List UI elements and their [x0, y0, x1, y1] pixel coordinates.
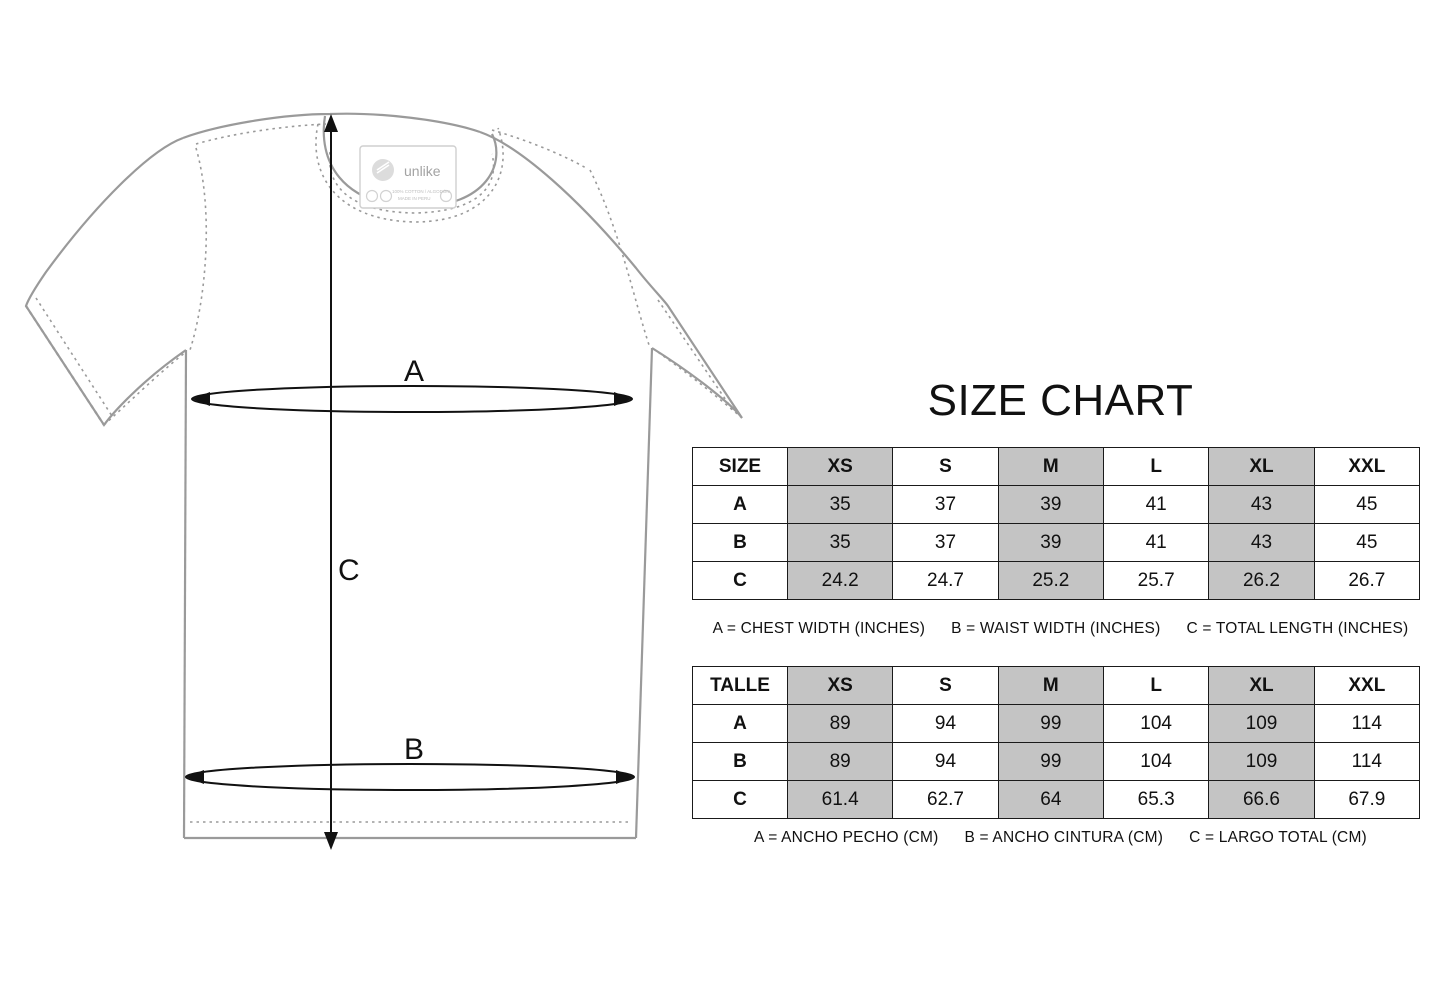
- row-header-b: B: [693, 524, 788, 562]
- cell-cm-c-l: 65.3: [1103, 781, 1208, 819]
- cell-c-s: 24.7: [893, 562, 998, 600]
- legend-cm-c: C = LARGO TOTAL (CM): [1189, 829, 1367, 846]
- cell-cm-c-xs: 61.4: [788, 781, 893, 819]
- cell-cm-a-l: 104: [1103, 705, 1208, 743]
- column-header-xxl: XXL: [1314, 448, 1419, 486]
- cell-c-l: 25.7: [1103, 562, 1208, 600]
- cell-b-l: 41: [1103, 524, 1208, 562]
- row-header-c: C: [693, 562, 788, 600]
- column-header-m: M: [998, 448, 1103, 486]
- legend-inches-a: A = CHEST WIDTH (INCHES): [712, 620, 926, 637]
- neck-tag-brand: unlike: [404, 163, 441, 179]
- table-header-row: [693, 667, 1420, 705]
- column-header-xs: XS: [788, 448, 893, 486]
- cell-cm-c-s: 62.7: [893, 781, 998, 819]
- cell-a-xxl: 45: [1314, 486, 1419, 524]
- cell-a-m: 39: [998, 486, 1103, 524]
- column-header-xs-cm: XS: [788, 667, 893, 705]
- cell-cm-b-l: 104: [1103, 743, 1208, 781]
- column-header-s-cm: S: [893, 667, 998, 705]
- legend-cm-a: A = ANCHO PECHO (CM): [754, 829, 939, 846]
- cell-b-xxl: 45: [1314, 524, 1419, 562]
- cell-c-xl: 26.2: [1209, 562, 1314, 600]
- column-header-xxl-cm: XXL: [1314, 667, 1419, 705]
- cell-c-m: 25.2: [998, 562, 1103, 600]
- column-header-l-cm: L: [1103, 667, 1208, 705]
- cell-cm-b-m: 99: [998, 743, 1103, 781]
- cell-cm-b-xs: 89: [788, 743, 893, 781]
- table-row: [693, 486, 1420, 524]
- column-header-s: S: [893, 448, 998, 486]
- table-row: [693, 562, 1420, 600]
- cell-cm-a-xs: 89: [788, 705, 893, 743]
- column-header-xl-cm: XL: [1209, 667, 1314, 705]
- table-corner-header: SIZE: [693, 448, 788, 486]
- neck-tag-care-line-2: MADE IN PERU: [398, 196, 431, 201]
- dimension-label-c: C: [338, 554, 361, 587]
- column-header-xl: XL: [1209, 448, 1314, 486]
- dimension-label-a: A: [404, 355, 425, 388]
- size-table-inches: [692, 447, 1420, 600]
- legend-cm: [676, 829, 1445, 847]
- cell-b-xl: 43: [1209, 524, 1314, 562]
- dimension-label-b: B: [404, 733, 425, 766]
- size-table-cm: [692, 666, 1420, 819]
- row-header-a: A: [693, 486, 788, 524]
- cell-b-s: 37: [893, 524, 998, 562]
- cell-a-xs: 35: [788, 486, 893, 524]
- cell-b-m: 39: [998, 524, 1103, 562]
- cell-a-s: 37: [893, 486, 998, 524]
- legend-cm-b: B = ANCHO CINTURA (CM): [964, 829, 1164, 846]
- cell-cm-b-xl: 109: [1209, 743, 1314, 781]
- legend-inches-b: B = WAIST WIDTH (INCHES): [951, 620, 1161, 637]
- legend-inches-c: C = TOTAL LENGTH (INCHES): [1186, 620, 1409, 637]
- cell-c-xs: 24.2: [788, 562, 893, 600]
- row-header-b-cm: B: [693, 743, 788, 781]
- table-header-row: [693, 448, 1420, 486]
- table-row: [693, 524, 1420, 562]
- table-row: [693, 743, 1420, 781]
- cell-a-xl: 43: [1209, 486, 1314, 524]
- table-corner-header-cm: TALLE: [693, 667, 788, 705]
- cell-cm-b-s: 94: [893, 743, 998, 781]
- cell-cm-a-xxl: 114: [1314, 705, 1419, 743]
- cell-cm-c-xxl: 67.9: [1314, 781, 1419, 819]
- cell-b-xs: 35: [788, 524, 893, 562]
- cell-cm-b-xxl: 114: [1314, 743, 1419, 781]
- cell-a-l: 41: [1103, 486, 1208, 524]
- cell-cm-a-m: 99: [998, 705, 1103, 743]
- legend-inches: [676, 620, 1445, 638]
- row-header-c-cm: C: [693, 781, 788, 819]
- cell-cm-c-m: 64: [998, 781, 1103, 819]
- table-row: [693, 781, 1420, 819]
- row-header-a-cm: A: [693, 705, 788, 743]
- cell-cm-a-xl: 109: [1209, 705, 1314, 743]
- cell-c-xxl: 26.7: [1314, 562, 1419, 600]
- table-row: [693, 705, 1420, 743]
- page-title: SIZE CHART: [927, 376, 1194, 425]
- cell-cm-c-xl: 66.6: [1209, 781, 1314, 819]
- column-header-l: L: [1103, 448, 1208, 486]
- size-chart-panel: [676, 0, 1445, 990]
- neck-tag-care-line-1: 100% COTTON / ALGODÓN: [392, 189, 450, 194]
- column-header-m-cm: M: [998, 667, 1103, 705]
- cell-cm-a-s: 94: [893, 705, 998, 743]
